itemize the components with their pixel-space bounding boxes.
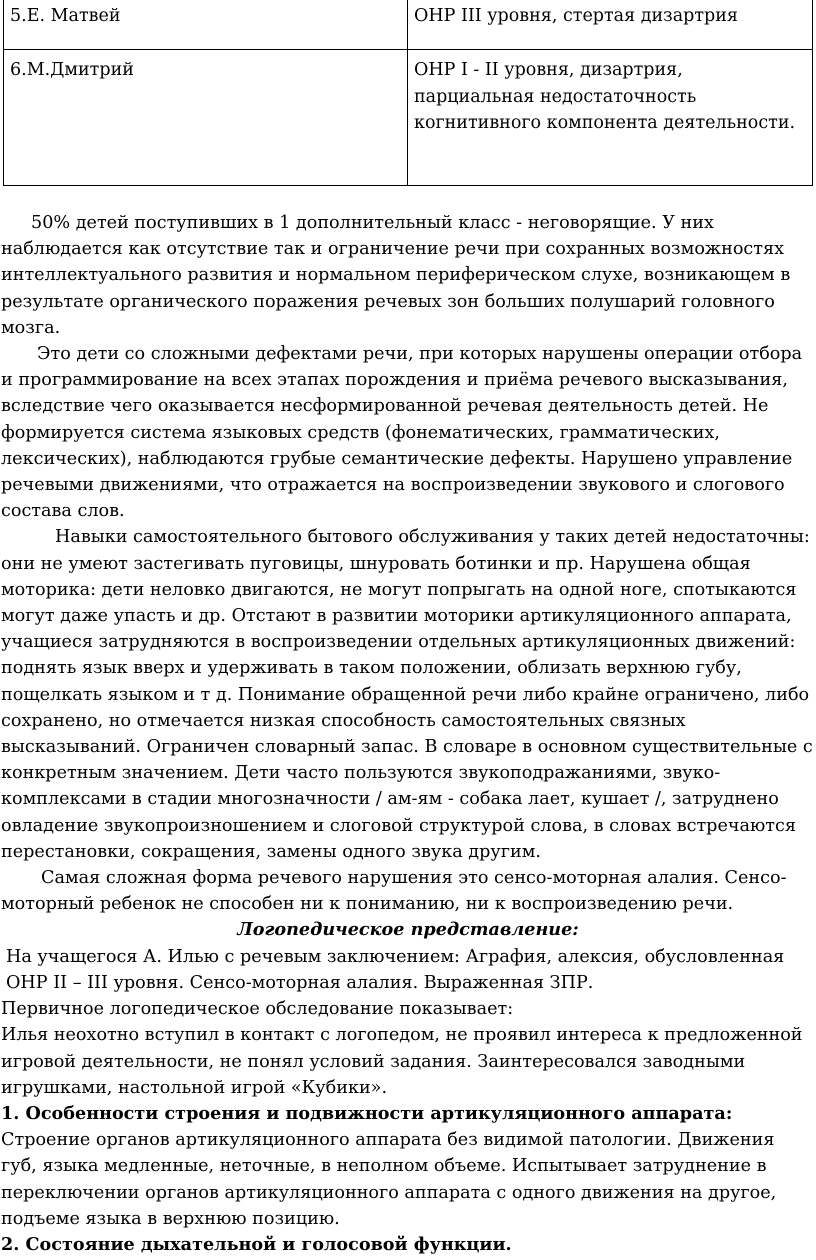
exam-label: Первичное логопедическое обследование показывает: [1,999,514,1020]
student-diagnosis-cell: ОНР I - II уровня, дизартрия, парциальная недостаточность когнитивного компонента деятельности. [408,50,813,186]
section-title: Логопедическое представление: [237,919,579,941]
table-row [4,50,813,186]
heading-articulation: 1. Особенности строения и подвижности артикуляционного аппарата: [1,1102,733,1124]
exam-text: Илья неохотно вступил в контакт с логопедом, не проявил интереса к предложенной игровой деятельности, не понял условий задания. Заинтересовался заводными игрушками, настольной игрой «Кубики». [1,1025,803,1098]
paragraph-self-care-skills: Навыки самостоятельного бытового обслуживания у таких детей недостаточны: они не умеют застегивать пуговицы, шнуровать ботинки и пр. Нарушена общая моторика: дети неловко двигаются, не могут попрыгать на одной ноге, спотыкаются могут даже упасть и др. Отстают в развитии моторики артикуляционного аппарата, учащиеся затрудняются в воспроизведении отдельных артикуляционных движений: поднять язык вверх и удерживать в таком положении, облизать верхнюю губу, пощелкать языком и т д. Понимание обращенной речи либо крайне ограничено, либо сохранено, но отмечается низкая способность самостоятельных связных высказываний. Ограничен словарный запас. В словаре в основном существительные с конкретным значением. Дети часто пользуются звукоподражаниями, звуко-комплексами в стадии многозначности / ам-ям - собака лает, кушает /, затруднено овладение звукопроизношением и слоговой структурой слова, в словах встречаются перестановки, сокращения, замены одного звука другим. [1,527,813,862]
document-body [1,210,815,1258]
paragraph-complex-defects: Это дети со сложными дефектами речи, при которых нарушены операции отбора и программирование на всех этапах порождения и приёма речевого высказывания, вследствие чего оказывается несформированной речевая деятельность детей. Не формируется система языковых средств (фонематических, грамматических, лексических), наблюдаются грубые семантические дефекты. Нарушено управление речевыми движениями, что отражается на воспроизведении звукового и слогового состава слов. [1,344,803,522]
articulation-text: Строение органов артикуляционного аппарата без видимой патологии. Движения губ, языка медленные, неточные, в неполном объеме. Испытывает затруднение в переключении органов артикуляционного аппарата с одного движения на другое, подъеме языка в верхнюю позицию. [1,1130,777,1229]
speech-conclusion: На учащегося А. Илью с речевым заключением: Аграфия, алексия, обусловленная ОНР II – III уровня. Сенсо-моторная алалия. Выраженная ЗПР. [6,946,785,993]
students-table [3,0,813,186]
paragraph-nonspeaking-children: 50% детей поступивших в 1 дополнительный класс - неговорящие. У них наблюдается как отсутствие так и ограничение речи при сохранных возможностях интеллектуального развития и нормальном периферическом слухе, возникающем в результате органического поражения речевых зон больших полушарий головного мозга. [1,213,791,338]
heading-breathing-voice: 2. Состояние дыхательной и голосовой функции. [1,1233,512,1255]
student-name-cell: 5.Е. Матвей [4,0,408,50]
student-diagnosis-cell: ОНР III уровня, стертая дизартрия [408,0,813,50]
student-name-cell: 6.М.Дмитрий [4,50,408,186]
paragraph-sensory-motor-alalia: Самая сложная форма речевого нарушения это сенсо-моторная алалия. Сенсо-моторный ребенок не способен ни к пониманию, ни к воспроизведению речи. [1,868,787,915]
table-row [4,0,813,50]
